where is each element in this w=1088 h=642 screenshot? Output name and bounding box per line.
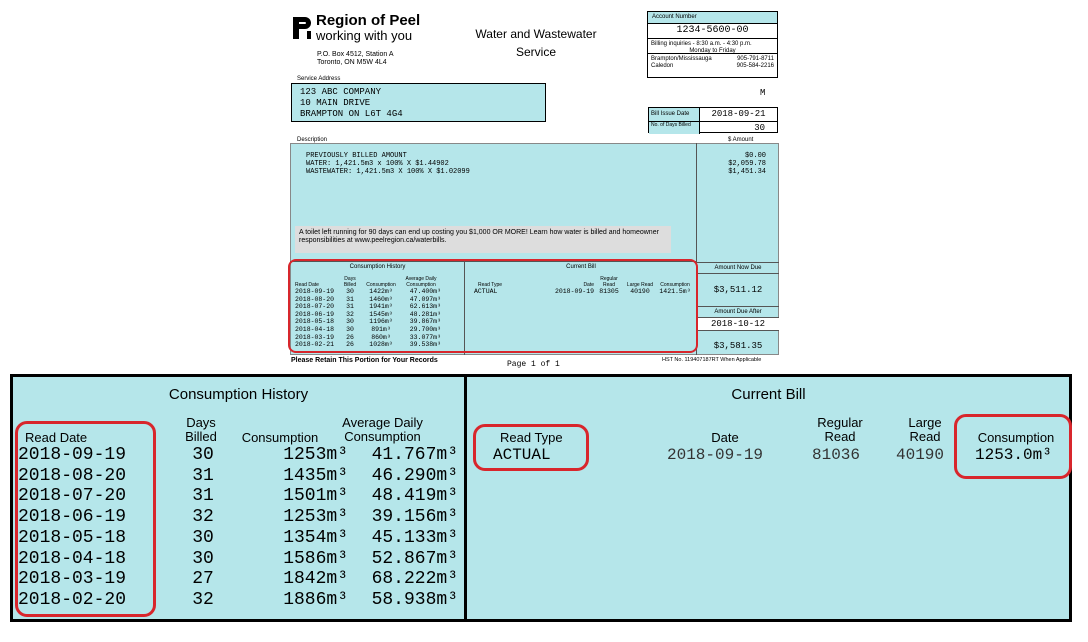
small-regular: 81305	[599, 288, 619, 295]
zoom-consumption: 1253m³	[283, 445, 348, 465]
zoom-average: 58.938m³	[371, 589, 458, 610]
small-days-billed: 31	[346, 303, 354, 311]
address-line1: 123 ABC COMPANY	[300, 87, 382, 97]
zoom-header-days-line2: Billed	[185, 429, 217, 444]
charge-amount: $2,059.78	[728, 160, 766, 168]
small-history-highlight	[288, 259, 698, 353]
service-address-label: Service Address	[297, 76, 341, 82]
bill-issue-box	[648, 107, 778, 133]
mail-marker: M	[760, 88, 766, 98]
zoom-header-average	[330, 416, 435, 444]
small-current-title: Current Bill	[566, 264, 596, 270]
billing-inquiries	[648, 39, 777, 54]
zoom-header-read-date: Read Date	[25, 430, 88, 445]
phone-row	[651, 63, 774, 70]
small-read-type: ACTUAL	[474, 288, 498, 295]
issue-date-label: Bill Issue Date	[649, 108, 700, 121]
phone-row	[651, 56, 774, 63]
zoom-consumption: 1435m³	[283, 465, 348, 486]
org-address-2: Toronto, ON M5W 4L4	[317, 59, 387, 66]
zoom-date-value: 2018-09-19	[667, 446, 764, 464]
charge-amount: $1,451.34	[728, 168, 766, 176]
small-read-date: 2018-07-20	[295, 303, 335, 311]
zoom-header-large	[890, 416, 960, 444]
zoom-right-edge	[1070, 374, 1071, 622]
due-after-value: $3,581.35	[713, 341, 763, 351]
charge-description: WASTEWATER: 1,421.5m3 X 100% X $1.02099	[306, 168, 470, 176]
small-average: 47.097m³	[409, 295, 441, 303]
zoom-average: 39.156m³	[371, 507, 458, 528]
zoom-days-billed: 32	[192, 507, 214, 528]
small-average: 47.400m³	[409, 288, 441, 295]
small-header-average: Average Daily Consumption	[405, 276, 437, 288]
charges-list	[306, 152, 766, 176]
org-address-1: P.O. Box 4512, Station A	[317, 51, 394, 58]
small-header-read-type: Read Type	[478, 282, 503, 288]
zoom-days-billed: 30	[192, 548, 214, 569]
charge-description: PREVIOUSLY BILLED AMOUNT	[306, 152, 407, 160]
hst-number: HST No. 119407187RT When Applicable	[662, 357, 762, 363]
small-average: 62.613m³	[409, 303, 441, 311]
zoom-read-date: 2018-09-19	[18, 445, 127, 465]
small-header-consumption: Consumption	[366, 282, 396, 288]
zoom-read-date: 2018-03-19	[18, 569, 127, 590]
address-line3: BRAMPTON ON L6T 4G4	[300, 109, 403, 119]
amount-due-section	[697, 262, 779, 355]
zoom-average: 41.767m³	[371, 445, 458, 465]
zoom-read-date: 2018-06-19	[18, 507, 127, 528]
zoom-header-read-type: Read Type	[500, 430, 563, 445]
zoom-days-billed: 30	[192, 527, 214, 548]
small-consumption: 1941m³	[369, 303, 393, 311]
zoom-days-billed: 32	[192, 589, 214, 610]
service-title-line1: Water and Wastewater	[475, 27, 597, 41]
peel-logo-icon	[291, 15, 313, 41]
small-days-billed: 32	[346, 310, 354, 318]
small-header-date: Date	[583, 282, 594, 288]
small-read-date: 2018-09-19	[295, 288, 335, 295]
zoom-days-billed: 27	[192, 569, 214, 590]
small-consumption: 860m³	[371, 333, 391, 341]
phone-number: 905-791-8711	[737, 56, 774, 62]
phone-area: Caledon	[651, 63, 674, 69]
small-days-billed: 26	[346, 341, 354, 349]
issue-date-value: 2018-09-21	[711, 109, 766, 119]
small-average: 48.281m³	[409, 310, 441, 318]
zoom-consumption: 1842m³	[283, 569, 348, 590]
zoom-header-days	[170, 416, 232, 444]
small-consumption: 1196m³	[369, 318, 393, 326]
service-title	[466, 25, 606, 61]
zoom-days-billed: 30	[192, 445, 214, 465]
days-label: No. of Days Billed	[649, 122, 700, 134]
zoom-header-date: Date	[711, 430, 739, 445]
zoom-read-date: 2018-02-20	[18, 589, 127, 610]
billing-days: Monday to Friday	[689, 48, 736, 54]
phone-number: 905-584-2216	[736, 63, 774, 69]
small-header-days: Days Billed	[343, 276, 357, 288]
small-header-consumption: Consumption	[660, 282, 690, 288]
small-large: 40190	[630, 288, 650, 295]
zoom-regular-value: 81036	[812, 446, 861, 464]
address-line2: 10 MAIN DRIVE	[300, 98, 371, 108]
small-history-title: Consumption History	[349, 264, 406, 270]
zoom-average: 45.133m³	[371, 527, 458, 548]
zoom-header-consumption: Consumption	[241, 430, 319, 445]
small-read-date: 2018-02-21	[295, 341, 335, 349]
small-average: 39.867m³	[409, 318, 441, 326]
charge-row	[306, 160, 766, 168]
read-type-highlight	[473, 424, 589, 471]
zoom-average: 52.867m³	[371, 548, 458, 569]
small-average: 39.538m³	[409, 341, 441, 349]
zoom-divider	[464, 377, 467, 619]
zoom-consumption-value: 1253.0m³	[975, 446, 1052, 464]
due-after-date: 2018-10-12	[697, 318, 779, 331]
small-read-date: 2018-06-19	[295, 310, 335, 318]
consumption-highlight	[954, 414, 1072, 479]
notice-box: A toilet left running for 90 days can end up costing you $1,000 OR MORE! Learn how water is billed and homeowner responsibilities at www.peelregion.ca/waterbills.	[295, 226, 671, 253]
zoom-read-date: 2018-04-18	[18, 548, 127, 569]
zoom-read-date: 2018-08-20	[18, 465, 127, 486]
small-average: 33.077m³	[409, 333, 441, 341]
zoom-header-regular	[805, 416, 875, 444]
small-average: 29.700m³	[409, 325, 441, 333]
small-read-date: 2018-03-19	[295, 333, 335, 341]
small-consumption: 1028m³	[369, 341, 393, 349]
zoom-average: 48.419m³	[371, 486, 458, 507]
small-consumption: 1545m³	[369, 310, 393, 318]
small-header-read-date: Read Date	[295, 282, 319, 288]
org-tagline: working with you	[316, 28, 413, 43]
page-number: Page 1 of 1	[507, 360, 560, 369]
service-address-box	[291, 83, 546, 122]
phone-area: Brampton/Mississauga	[651, 56, 712, 62]
zoom-consumption: 1586m³	[283, 548, 348, 569]
zoom-average: 68.222m³	[371, 569, 458, 590]
billing-hours: Billing inquiries - 8:30 a.m. - 4:30 p.m.	[651, 41, 752, 47]
charge-amount: $0.00	[744, 152, 766, 160]
small-consumption: 891m³	[371, 325, 391, 333]
zoom-read-type-value: ACTUAL	[493, 446, 551, 464]
description-label: Description	[297, 137, 328, 143]
small-consumption: 1460m³	[369, 295, 393, 303]
zoom-header-regular-line2: Read	[824, 429, 856, 444]
charge-row	[306, 168, 766, 176]
org-name: Region of Peel	[316, 12, 421, 29]
issue-date-row	[649, 108, 777, 122]
zoom-consumption: 1501m³	[283, 486, 348, 507]
due-after-label: Amount Due After	[697, 306, 779, 318]
small-header-regular: Regular Read	[600, 276, 618, 288]
days-row	[649, 122, 777, 134]
zoom-read-date: 2018-07-20	[18, 486, 127, 507]
account-number: 1234-5600-00	[648, 24, 777, 39]
small-days-billed: 26	[346, 333, 354, 341]
zoom-consumption: 1886m³	[283, 589, 348, 610]
small-date: 2018-09-19	[554, 288, 594, 295]
small-read-date: 2018-04-18	[295, 325, 335, 333]
service-title-line2: Service	[515, 45, 556, 59]
amount-due-value: $3,511.12	[713, 285, 763, 295]
charge-description: WATER: 1,421.5m3 x 100% X $1.44902	[306, 160, 449, 168]
zoom-header-days-line1: Days	[186, 415, 216, 430]
zoom-header-large-line1: Large	[908, 415, 942, 430]
zoom-header-large-line2: Read	[909, 429, 941, 444]
zoom-current-title: Current Bill	[731, 386, 806, 403]
read-date-highlight	[15, 421, 156, 617]
zoom-consumption: 1253m³	[283, 507, 348, 528]
zoom-header-average-line1: Average Daily	[342, 415, 423, 430]
zoom-header-regular-line1: Regular	[817, 415, 863, 430]
zoom-history-title: Consumption History	[168, 386, 309, 403]
account-box	[647, 11, 778, 78]
small-days-billed: 30	[346, 288, 354, 295]
days-value: 30	[754, 123, 765, 133]
zoom-header-consumption-current: Consumption	[977, 430, 1055, 445]
zoom-average: 46.290m³	[371, 465, 458, 486]
small-days-billed: 30	[346, 325, 354, 333]
zoom-header-average-line2: Consumption	[344, 429, 421, 444]
retain-notice: Please Retain This Portion for Your Records	[291, 357, 438, 364]
small-consumption: 1422m³	[369, 288, 393, 295]
zoom-days-billed: 31	[192, 486, 214, 507]
zoom-large-value: 40190	[896, 446, 945, 464]
small-read-date: 2018-08-20	[295, 295, 335, 303]
small-consumption: 1421.5m³	[659, 288, 691, 295]
account-label: Account Number	[648, 12, 777, 24]
small-days-billed: 31	[346, 295, 354, 303]
amount-label: $ Amount	[728, 137, 754, 143]
phone-list	[648, 54, 777, 72]
zoom-days-billed: 31	[192, 465, 214, 486]
small-days-billed: 30	[346, 318, 354, 326]
charge-row	[306, 152, 766, 160]
small-header-large: Large Read	[626, 282, 654, 288]
amount-due-label: Amount Now Due	[697, 262, 779, 274]
zoom-read-date: 2018-05-18	[18, 527, 127, 548]
zoom-consumption: 1354m³	[283, 527, 348, 548]
small-read-date: 2018-05-18	[295, 318, 335, 326]
